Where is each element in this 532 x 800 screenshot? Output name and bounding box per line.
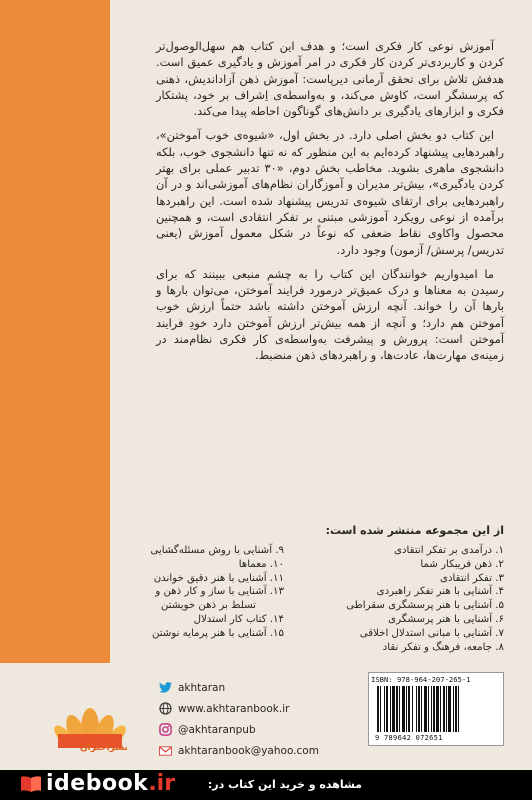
barcode-bar: [455, 686, 457, 732]
barcode-bar: [408, 686, 410, 732]
barcode-bar: [406, 686, 407, 732]
barcode-number: 9 789642 072651: [375, 734, 443, 742]
instagram-row[interactable]: [158, 719, 358, 740]
series-item-continuation: تسلط بر ذهن خویشتن: [160, 600, 256, 612]
barcode-bar: [428, 686, 429, 732]
instagram-handle[interactable]: @akhtaranpub: [178, 723, 256, 736]
series-item: ۸. جامعه، فرهنگ و تفکر نقاد: [382, 641, 504, 653]
series-item: ۷. آشنایی با مبانی استدلال اخلاقی: [359, 627, 504, 639]
barcode-bar: [458, 686, 459, 732]
instagram-icon: [158, 723, 172, 737]
purchase-caption: مشاهده و خرید این کتاب در:: [207, 778, 362, 791]
series-item: ۶. آشنایی با هنر پرسشگری: [388, 613, 504, 625]
series-item: ۲. ذهن فریبکار شما: [420, 558, 504, 570]
series-item: ۹. آشنایی با روش مسئله‌گشایی: [150, 545, 284, 556]
paragraph-hope: ما امیدواریم خوانندگان این کتاب را به چشم منبعی ببینند که برای رسیدن به معناها و درک عمیق‌تر درمورد فرایند آموختن، می‌توان بارها و بارها آن را خواند. آنچه ارزش آموختن داشته باشد حتماً ارزش خوب آموختن هم دارد؛ و آنچه از همه بیش‌تر ارزش آموختن دارد خودِ فرایند آموختن است: پرورش و پیشرفت به‌واسطه‌ی کار فکری نظام‌مند در زمینه‌ی مهارت‌ها، عادت‌ها، و راهبردهای ذهن منضبط.: [156, 266, 504, 363]
twitter-row[interactable]: [158, 677, 358, 698]
twitter-icon: [158, 681, 172, 695]
barcode-bar: [433, 686, 435, 732]
barcode-bar: [416, 686, 417, 732]
globe-icon: [158, 702, 172, 716]
isbn-barcode: [368, 672, 504, 746]
book-icon: [20, 773, 42, 795]
barcode-bar: [386, 686, 388, 732]
barcode-bar: [402, 686, 405, 732]
barcode-graphic: [377, 686, 495, 732]
series-item: ۱. درآمدی بر تفکر انتقادی: [394, 545, 504, 556]
footer-bar: [0, 770, 532, 800]
series-list-left: [124, 544, 284, 641]
barcode-bar: [431, 686, 432, 732]
series-item: ۱۴. کتاب کار استدلال: [193, 613, 284, 625]
barcode-bar: [399, 686, 400, 732]
idebook-brand: idebook: [46, 771, 149, 796]
website-row[interactable]: [158, 698, 358, 719]
series-item: ۴. آشنایی با هنر تفکر راهبردی: [376, 586, 504, 598]
email-row[interactable]: [158, 740, 358, 761]
barcode-bar: [418, 686, 420, 732]
publisher-name: نشراختران: [80, 743, 128, 753]
paragraph-intro: آموزش نوعی کار فکری است؛ و هدف این کتاب هم سهل‌الوصول‌تر کردن و کاربردی‌تر کردن کار فکری در امر آموزش و یادگیری عمیق است. هدفش تلاش برای تحقق آرمانی دیرپاست: آموزش ذهن آزاداندیش، ذهنی که پرسشگر است، کاوش می‌کند، و به‌واسطه‌ی اِشراف بر خود، پشتکار فکری و ابزارهای یادگیری بر دانش‌های گوناگون احاطه پیدا می‌کند.: [156, 39, 504, 119]
paragraph-structure: این کتاب دو بخش اصلی دارد. در بخش اول، «شیوه‌ی خوب آموختن»، راهبردهایی پیشنهاد کرده‌ایم به این منظور که نه تنها دانشجوی خوب، بلکه دانشجوی ماهری بشوید. مخاطب بخش دوم، «۳۰ تدبیر عملی برای بهتر کردن یادگیری»، بیش‌تر مدیران و آموزگاران نظام‌های آموزشی‌اند و در آن راهبردهایی برای ارتقای شیوه‌ی تدریس پیشنهاد شده است. این راهبردها برآمده از نوعی رویکرد آموزشی مبتنی بر تفکر انتقادی است، و همچنین محصول واکاوی نقاط ضعفی که نوعاً در شکل معمول آموزش (یعنی تدریس/ پرسش/ آزمون) وجود دارد.: [156, 128, 504, 257]
barcode-bar: [453, 686, 454, 732]
barcode-bar: [436, 686, 439, 732]
barcode-bar: [448, 686, 451, 732]
barcode-bar: [446, 686, 447, 732]
series-item: ۱۰. معماها: [238, 558, 284, 570]
barcode-bar: [412, 686, 413, 732]
barcode-bar: [440, 686, 441, 732]
barcode-bar: [443, 686, 445, 732]
orange-side-bar: [0, 0, 110, 663]
contact-info: [158, 677, 358, 761]
series-list-right: [329, 544, 504, 654]
barcode-bar: [377, 686, 379, 732]
twitter-handle[interactable]: akhtaran: [178, 681, 226, 694]
website-link[interactable]: www.akhtaranbook.ir: [178, 702, 290, 715]
series-list-title: از این مجموعه منتشر شده است:: [325, 524, 504, 537]
isbn-label: ISBN: 978-964-207-265-1: [371, 675, 471, 684]
barcode-bar: [424, 686, 427, 732]
email-icon: [158, 744, 172, 758]
barcode-bar: [392, 686, 395, 732]
series-item: ۱۵. آشنایی با هنر پرمایه نوشتن: [151, 627, 284, 639]
barcode-bar: [421, 686, 422, 732]
barcode-bar: [396, 686, 398, 732]
series-item: ۱۳. آشنایی با ساز و کار ذهن و: [155, 586, 284, 598]
idebook-tld: .ir: [148, 771, 176, 796]
series-item: ۵. آشنایی با هنر پرسشگری سقراطی: [346, 600, 504, 612]
email-address[interactable]: akhtaranbook@yahoo.com: [178, 744, 319, 757]
series-item: ۳. تفکر انتقادی: [440, 572, 504, 584]
barcode-bar: [384, 686, 385, 732]
idebook-logo[interactable]: [20, 771, 175, 796]
series-item: ۱۱. آشنایی با هنر دقیق خواندن: [153, 572, 284, 584]
barcode-bar: [380, 686, 381, 732]
barcode-bar: [390, 686, 391, 732]
back-cover-description: [156, 38, 504, 372]
